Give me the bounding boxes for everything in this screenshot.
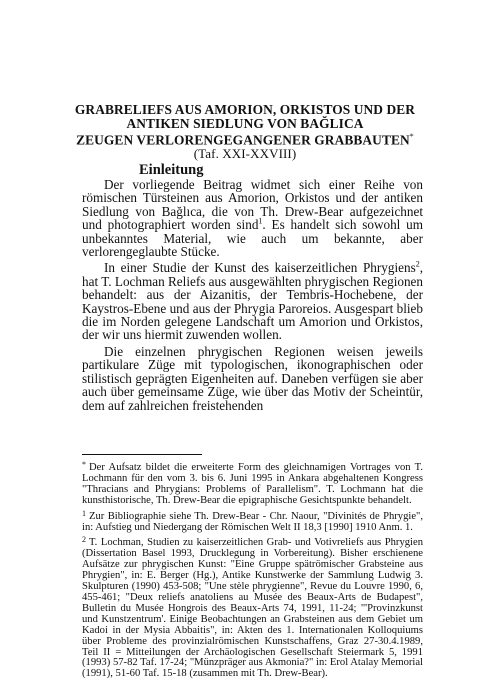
- paragraph-1: [82, 178, 423, 258]
- article-title: [60, 103, 430, 160]
- footnote-marker: 2: [82, 535, 86, 545]
- plates-reference: (Taf. XXI-XXVIII): [193, 145, 297, 161]
- footnote-text: Der Aufsatz bildet die erweiterte Form des gleichnamigen Vortrages von T. Lochmann für den vom 3. bis 6. Juni 1995 in Ankara abgehaltenen Kongress "Thracians and Phrygians: Problems of Parallelism". T. Lochmann hat die kunsthistorische, Th. Drew-Bear die epigraphische Gesichtspunkte behandelt.: [82, 462, 423, 506]
- paragraph-text: , hat T. Lochman Reliefs aus ausgewählten phrygischen Regionen behandelt: aus der Aizanitis, der Tembris-Hochebene, der Kaystros-Ebene und aus der Phrygia Paroreios. Ausgespart blieb die im Norden gelegene Landschaft um Amorion und Orkistos, der wir uns hiermit zuwenden wollen.: [82, 260, 423, 343]
- title-footnote-marker[interactable]: *: [409, 132, 414, 141]
- footnote-text: Zur Bibliographie siehe Th. Drew-Bear - Chr. Naour, "Divinités de Phrygie", in: Aufstieg und Niedergang der Römischen Welt II 18,3 [1990] 1910 Anm. 1.: [82, 510, 423, 533]
- footnote-separator: [82, 454, 202, 455]
- footnote-marker: *: [82, 460, 86, 469]
- body-text: [82, 178, 423, 415]
- paragraph-text: Der vorliegende Beitrag widmet sich einer Reihe von römischen Türsteinen aus Amorion, Orkistos und der antiken Siedlung von Bağlıca, die von Th. Drew-Bear aufgezeichnet und photographiert worden sind: [82, 177, 423, 233]
- title-line-2: ANTIKEN SIEDLUNG VON BAĞLICA: [126, 115, 364, 131]
- footnote-marker: 1: [82, 508, 86, 518]
- title-line-3-text: ZEUGEN VERLORENGEGANGENER GRABBAUTEN: [76, 132, 410, 148]
- title-line-3: [60, 130, 430, 147]
- paragraph-text: Die einzelnen phrygischen Regionen weisen jeweils partikulare Züge mit typologischen, ikonographischen oder stilistisch geprägten Eigenheiten auf. Daneben verfügen sie aber auch über gemeinsame Züge, wie über das Motiv der Scheintür, dem auf zahlreichen freistehenden: [82, 343, 423, 413]
- paragraph-3: [82, 345, 423, 412]
- footnote-asterisk: [82, 460, 423, 507]
- footnote-ref-2[interactable]: 2: [415, 260, 420, 270]
- paragraph-2: [82, 261, 423, 341]
- footnotes: [82, 460, 423, 682]
- title-line-1: GRABRELIEFS AUS AMORION, ORKISTOS UND DER: [74, 102, 416, 117]
- section-heading: Einleitung: [139, 162, 204, 178]
- footnote-2: [82, 535, 423, 680]
- footnote-1: [82, 509, 423, 534]
- paragraph-text: In einer Studie der Kunst des kaiserzeitlichen Phrygiens: [104, 260, 416, 276]
- footnote-ref-1[interactable]: 1: [258, 216, 263, 226]
- paragraph-text: . Es handelt sich sowohl um unbekanntes Material, wie auch um bekannte, aber verlorengeglaubte Stücke.: [82, 217, 424, 260]
- footnote-text: T. Lochman, Studien zu kaiserzeitlichen Grab- und Votivreliefs aus Phrygien (Dissertation Basel 1993, Drucklegung in Vorbereitung). Bisher erschienene Aufsätze zur phrygischen Kunst: "Eine Gruppe spätrömischer Grabsteine aus Phrygien", in: E. Berger (Hg.), Antike Kunstwerke der Sammlung Ludwig 3. Skulpturen (1990) 453-508; "Une stèle phrygienne", Revue du Louvre 1990, 6, 455-461; "Deux reliefs anatoliens au Musée des Beaux-Arts de Budapest", Bulletin du Musée Hongrois des Beaux-Arts 74, 1991, 11-24; "'Provinzkunst und Kunstzentrum'. Einige Beobachtungen an Grabsteinen aus dem Gebiet um Kadoi in der Mysia Abbaitis", in: Akten des 1. Internationalen Kolloquiums über Probleme des provinzialrömischen Kunstschaffens, Graz 27-30.4.1989, Teil II = Mitteilungen der Archäologischen Gesellschaft Steiermark 5, 1991 (1993) 57-82 Taf. 17-24; "Münzpräger aus Akmonia?" in: Erol Atalay Memorial (1991), 51-60 Taf. 15-18 (zusammen mit Th. Drew-Bear).: [82, 537, 423, 680]
